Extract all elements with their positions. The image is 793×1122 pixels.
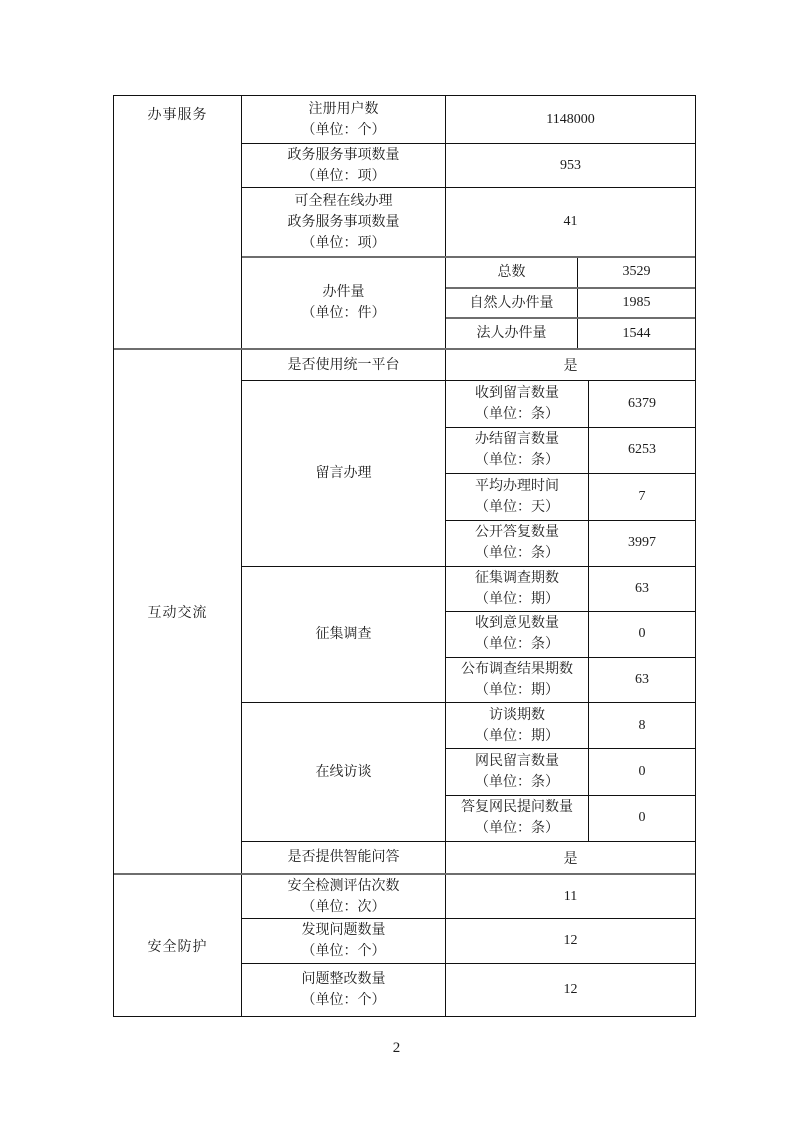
subrow-value: 6379 — [628, 395, 656, 411]
subrow-value: 0 — [638, 810, 646, 826]
metric-cell — [242, 258, 446, 348]
metric-unit: （单位：项） — [301, 235, 386, 251]
metric-value: 是 — [563, 851, 578, 867]
metric-unit: （单位：个） — [301, 122, 386, 138]
metric-name: 发现问题数量 — [301, 923, 386, 938]
metric-cell — [242, 350, 446, 380]
subrow-unit: （单位：条） — [475, 406, 559, 422]
subrow-unit: （单位：条） — [475, 821, 559, 837]
metric-name: 可全程在线办理 — [294, 193, 393, 209]
subrow-unit: （单位：天） — [475, 499, 559, 515]
metric-cell — [242, 188, 446, 256]
table-subrow — [446, 289, 695, 320]
subrow-label-cell — [446, 796, 589, 841]
metric-name: 留言办理 — [315, 466, 372, 481]
metric-cell — [242, 842, 446, 873]
category-label: 互动交流 — [147, 605, 208, 621]
subrow-unit: （单位：期） — [475, 728, 559, 744]
metric-unit: （单位：个） — [301, 944, 386, 959]
subrow-value: 1544 — [622, 325, 651, 341]
metric-value: 1148000 — [546, 111, 595, 127]
metric-name: 是否使用统一平台 — [287, 357, 400, 373]
metric-value: 953 — [560, 157, 581, 173]
subrow-value: 3529 — [622, 264, 651, 280]
table-subrow — [446, 658, 695, 702]
subrow-label: 法人办件量 — [446, 319, 578, 348]
subrow-value: 1985 — [622, 295, 651, 310]
table-subrow — [446, 749, 695, 795]
subrow-label: 网民留言数量 — [475, 753, 559, 769]
table-row — [242, 567, 695, 703]
category-label: 安全防护 — [147, 939, 208, 955]
metric-unit: （单位：项） — [301, 168, 386, 184]
table-subrow — [446, 612, 695, 657]
subrow-label: 征集调查期数 — [475, 571, 559, 587]
table-subrow — [446, 319, 695, 348]
category-cell — [114, 350, 242, 873]
subrow-label: 答复网民提问数量 — [461, 800, 573, 816]
metric-unit: （单位：件） — [301, 306, 386, 321]
section-security — [114, 875, 695, 1016]
metric-value: 11 — [563, 888, 578, 904]
subrow-value: 8 — [638, 717, 646, 733]
metric-name: 注册用户数 — [308, 101, 379, 117]
subrow-label: 总数 — [446, 258, 578, 287]
metric-cell — [242, 964, 446, 1016]
subrow-value: 6253 — [628, 442, 656, 458]
metric-cell — [242, 381, 446, 566]
subrow-label: 访谈期数 — [489, 707, 545, 723]
table-row — [242, 703, 695, 842]
metric-name: 在线访谈 — [315, 764, 372, 780]
table-row — [242, 188, 695, 258]
subrow-label-cell — [446, 703, 589, 748]
subrow-unit: （单位：期） — [475, 682, 559, 698]
subrow-label: 收到留言数量 — [475, 385, 559, 401]
table-row — [242, 144, 695, 188]
subrow-value: 0 — [638, 763, 646, 779]
subrow-label-cell — [446, 567, 589, 611]
table-row — [242, 964, 695, 1016]
table-subrow — [446, 381, 695, 428]
metric-cell — [242, 144, 446, 187]
table-row — [242, 96, 695, 144]
page-number: 2 — [392, 1040, 401, 1056]
table-subrow — [446, 474, 695, 521]
metric-cell — [242, 567, 446, 702]
subrow-unit: （单位：条） — [475, 546, 559, 562]
subrow-label-cell — [446, 381, 589, 427]
table-row — [242, 350, 695, 381]
subrow-label: 平均办理时间 — [475, 478, 559, 494]
metric-value: 41 — [563, 214, 578, 229]
subrow-value: 7 — [638, 488, 646, 504]
metric-cell — [242, 703, 446, 841]
subrow-unit: （单位：条） — [475, 453, 559, 469]
subrow-label-cell — [446, 521, 589, 567]
subrow-label: 公布调查结果期数 — [461, 661, 573, 677]
subrow-value: 63 — [635, 581, 649, 597]
subrow-label-cell — [446, 612, 589, 656]
table-subrow — [446, 567, 695, 612]
category-cell — [114, 96, 242, 348]
subrow-label: 公开答复数量 — [475, 525, 559, 541]
subrow-value: 0 — [638, 626, 646, 642]
table-subrow — [446, 703, 695, 749]
subrow-label-cell — [446, 749, 589, 794]
subrow-label: 自然人办件量 — [446, 289, 578, 318]
table-subrow — [446, 428, 695, 475]
table-row — [242, 381, 695, 567]
category-cell — [114, 875, 242, 1016]
subrow-label: 办结留言数量 — [475, 432, 559, 448]
metric-cell — [242, 919, 446, 963]
table-row — [242, 258, 695, 348]
table-row — [242, 875, 695, 919]
metric-name: 办件量 — [322, 285, 365, 300]
subrow-unit: （单位：期） — [475, 592, 559, 608]
metric-unit: （单位：个） — [301, 993, 386, 1008]
metric-cell — [242, 875, 446, 918]
subrow-unit: （单位：条） — [475, 637, 559, 653]
metric-name: 问题整改数量 — [301, 972, 386, 987]
table-row — [242, 842, 695, 873]
metric-name-line2: 政务服务事项数量 — [287, 214, 400, 230]
subrow-label: 收到意见数量 — [475, 616, 559, 632]
section-service — [114, 96, 695, 350]
category-label: 办事服务 — [147, 108, 208, 123]
metric-value: 是 — [563, 359, 578, 374]
table-subrow — [446, 796, 695, 841]
subrow-value: 63 — [635, 671, 649, 687]
metric-name: 政务服务事项数量 — [287, 147, 400, 163]
subrow-value: 3997 — [628, 535, 656, 551]
annual-report-table — [113, 95, 696, 1017]
subrow-label-cell — [446, 474, 589, 520]
metric-name: 安全检测评估次数 — [287, 878, 400, 894]
subrow-label-cell — [446, 658, 589, 702]
table-subrow — [446, 521, 695, 567]
subrow-unit: （单位：条） — [475, 774, 559, 790]
section-interaction — [114, 350, 695, 875]
table-row — [242, 919, 695, 964]
table-subrow — [446, 258, 695, 289]
metric-name: 是否提供智能问答 — [287, 850, 400, 865]
metric-cell — [242, 96, 446, 143]
metric-value: 12 — [563, 933, 578, 948]
metric-name: 征集调查 — [315, 627, 372, 642]
metric-value: 12 — [563, 982, 578, 997]
metric-unit: （单位：次） — [301, 899, 386, 915]
subrow-label-cell — [446, 428, 589, 474]
